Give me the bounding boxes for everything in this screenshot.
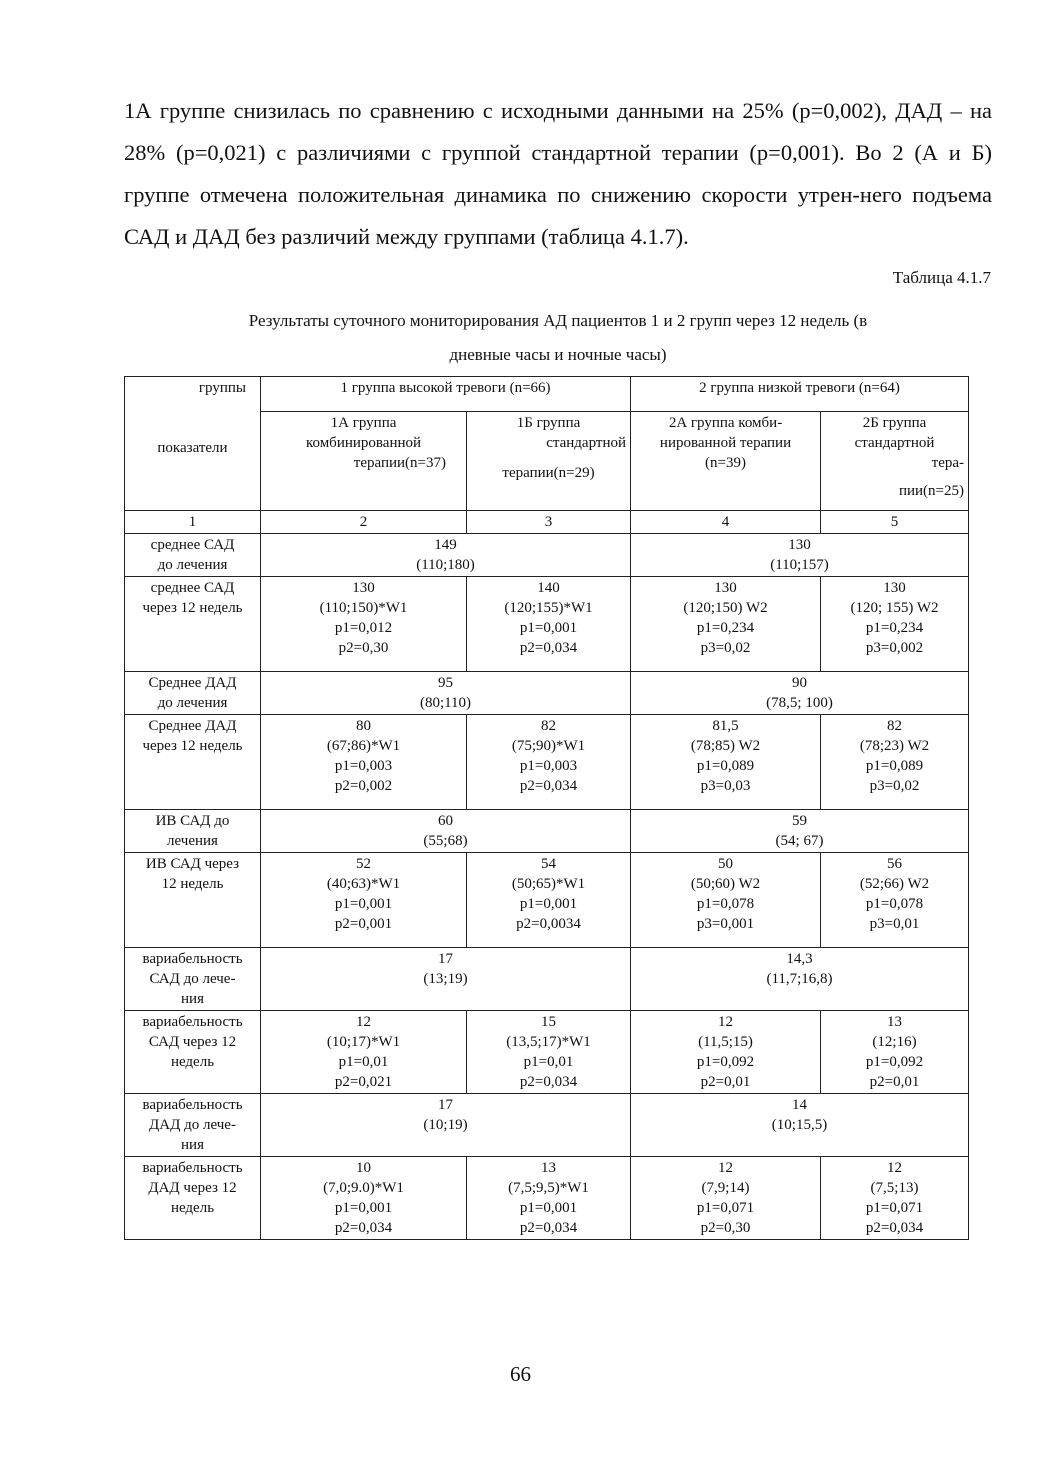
column-number: 1 — [125, 511, 261, 534]
header-row-groups — [125, 377, 969, 412]
subgroup-2b-cell-line: 13 — [887, 1014, 903, 1030]
subgroup-1a-cell-line: (7,0;9.0)*W1 — [323, 1180, 404, 1196]
subgroup-2a-cell-line: (7,9;14) — [701, 1180, 750, 1196]
subgroup-2a-cell-line: p3=0,001 — [696, 916, 755, 932]
table-row — [125, 810, 969, 853]
subgroup-2b-cell-line: p2=0,034 — [865, 1220, 924, 1236]
subgroup-1b-cell-line: p2=0,034 — [519, 640, 578, 656]
subgroup-2b-cell — [821, 1157, 969, 1240]
subgroup-2a-cell-line: (11,5;15) — [698, 1034, 753, 1050]
subgroup-1a-cell-line: p2=0,001 — [334, 916, 393, 932]
group1-baseline-cell — [261, 948, 631, 1011]
subgroup-1b-cell-line: (50;65)*W1 — [511, 876, 586, 892]
group1-baseline-cell — [261, 672, 631, 715]
subgroup-1a-cell-line: p2=0,034 — [334, 1220, 393, 1236]
column-number: 4 — [631, 511, 821, 534]
subgroup-1a-cell-line: (10;17)*W1 — [326, 1034, 401, 1050]
subgroup-2b-cell-line: (120; 155) W2 — [850, 600, 939, 616]
subgroup-2a-cell-line: p2=0,30 — [700, 1220, 751, 1236]
row-label-line: вариабельность — [142, 951, 243, 967]
subgroup-2b-cell-line: (7,5;13) — [870, 1180, 919, 1196]
subgroup-2a-cell-line: p1=0,234 — [696, 620, 755, 636]
row-label-line: ИВ САД через — [145, 856, 240, 872]
column-number: 3 — [467, 511, 631, 534]
group1-baseline-cell-line: 149 — [434, 537, 457, 553]
subgroup-2b-cell-line: (12;16) — [872, 1034, 917, 1050]
subgroup-1a-cell-line: 80 — [356, 718, 371, 734]
subgroup-1a-cell-line: p2=0,002 — [334, 778, 393, 794]
subgroup-1b-cell-line: 15 — [541, 1014, 556, 1030]
subgroup-1b-cell-line: 13 — [541, 1160, 556, 1176]
group2-baseline-cell-line: 90 — [792, 675, 808, 691]
subgroup-2b-cell-line: p3=0,01 — [869, 916, 920, 932]
subgroup-1a-cell — [261, 1157, 467, 1240]
subgroup-2b-cell-line: p3=0,002 — [865, 640, 924, 656]
row-label — [125, 534, 261, 577]
row-label-line: до лечения — [157, 695, 228, 711]
table-row — [125, 715, 969, 810]
subgroup-1b-cell-line: p2=0,0034 — [516, 916, 581, 932]
row-label-line: вариабельность — [142, 1097, 243, 1113]
group2-baseline-cell-line: 59 — [792, 813, 808, 829]
subgroup-2a-cell — [631, 853, 821, 948]
caption-line-2: дневные часы и ночные часы) — [449, 345, 667, 364]
subgroup-2a-cell-line: p1=0,089 — [696, 758, 755, 774]
subgroup-2a-cell — [631, 1011, 821, 1094]
subgroup-1a-header: 1А группа комбинированной терапии(n=37) — [261, 412, 467, 511]
subgroup-2b-cell-line: p3=0,02 — [869, 778, 920, 794]
group1-baseline-cell-line: (55;68) — [423, 833, 468, 849]
row-label-line: Среднее ДАД — [148, 718, 237, 734]
subgroup-1a-cell-line: 10 — [356, 1160, 371, 1176]
table-row — [125, 853, 969, 948]
group2-header: 2 группа низкой тревоги (n=64) — [631, 377, 969, 412]
subgroup-1b-cell — [467, 577, 631, 672]
subgroup-1a-cell — [261, 853, 467, 948]
row-label — [125, 948, 261, 1011]
subgroup-1b-cell-line: 140 — [537, 580, 560, 596]
subgroup-1a-cell-line: p2=0,021 — [334, 1074, 393, 1090]
subgroup-2a-cell-line: (50;60) W2 — [690, 876, 761, 892]
subgroup-1b-cell — [467, 1011, 631, 1094]
subgroup-2a-cell-line: p1=0,071 — [696, 1200, 755, 1216]
group2-baseline-cell — [631, 534, 969, 577]
subgroup-1a-cell — [261, 1011, 467, 1094]
caption-line-1: Результаты суточного мониторирования АД пациентов 1 и 2 групп через 12 недель (в — [248, 311, 868, 330]
row-label — [125, 853, 261, 948]
table-row — [125, 1157, 969, 1240]
subgroup-1b-cell-line: p2=0,034 — [519, 1220, 578, 1236]
subgroup-2a-cell-line: (120;150) W2 — [683, 600, 768, 616]
groups-label: группы — [198, 380, 246, 396]
group1-baseline-cell-line: 60 — [438, 813, 453, 829]
subgroup-2b-cell-line: (52;66) W2 — [859, 876, 930, 892]
subgroup-1b-cell-line: p1=0,001 — [519, 620, 578, 636]
table-row — [125, 948, 969, 1011]
table-row — [125, 1094, 969, 1157]
subgroup-1b-header: 1Б группа стандартной терапии(n=29) — [467, 412, 631, 511]
group2-baseline-cell-line: (110;157) — [770, 557, 829, 573]
group2-baseline-cell — [631, 672, 969, 715]
row-label-line: ния — [181, 1137, 204, 1153]
subgroup-1b-cell — [467, 1157, 631, 1240]
subgroup-1b-cell-line: 82 — [541, 718, 556, 734]
row-label-line: вариабельность — [142, 1160, 243, 1176]
subgroup-1a-cell-line: 52 — [356, 856, 371, 872]
subgroup-2a-cell-line: p3=0,03 — [700, 778, 751, 794]
subgroup-1b-cell-line: p1=0,001 — [519, 896, 578, 912]
subgroup-1a-cell-line: p1=0,012 — [334, 620, 393, 636]
subgroup-2a-cell-line: 12 — [718, 1160, 734, 1176]
row-label-line: через 12 недель — [142, 738, 243, 754]
row-label — [125, 672, 261, 715]
subgroup-1b-cell-line: p2=0,034 — [519, 1074, 578, 1090]
table-row — [125, 534, 969, 577]
subgroup-2b-cell-line: p1=0,078 — [865, 896, 924, 912]
subgroup-2a-cell-line: p2=0,01 — [700, 1074, 751, 1090]
subgroup-2b-cell-line: 82 — [887, 718, 903, 734]
subgroup-2a-cell-line: 50 — [718, 856, 734, 872]
row-label-line: среднее САД — [150, 537, 235, 553]
row-label-line: САД через 12 — [148, 1034, 237, 1050]
subgroup-1a-cell-line: p1=0,001 — [334, 896, 393, 912]
row-label-line: ИВ САД до — [155, 813, 230, 829]
subgroup-2a-cell-line: 12 — [718, 1014, 734, 1030]
row-label-line: лечения — [167, 833, 218, 849]
row-label-line: ния — [181, 991, 204, 1007]
subgroup-2a-cell-line: 81,5 — [712, 718, 739, 734]
subgroup-2b-cell — [821, 1011, 969, 1094]
row-label — [125, 810, 261, 853]
row-label — [125, 1157, 261, 1240]
group1-baseline-cell-line: (10;19) — [423, 1117, 468, 1133]
row-label-line: САД до лече- — [149, 971, 236, 987]
subgroup-1a-cell-line: p2=0,30 — [338, 640, 389, 656]
row-label-line: до лечения — [157, 557, 228, 573]
header-row-numbers — [125, 511, 969, 534]
subgroup-1b-cell-line: (75;90)*W1 — [511, 738, 586, 754]
subgroup-2a-header: 2А группа комби- нированной терапии (n=39) — [631, 412, 821, 511]
subgroup-1b-cell-line: (7,5;9,5)*W1 — [508, 1180, 589, 1196]
subgroup-1a-cell-line: (67;86)*W1 — [326, 738, 401, 754]
row-label-line: недель — [170, 1200, 215, 1216]
subgroup-2b-cell-line: 56 — [887, 856, 903, 872]
subgroup-1a-cell-line: (110;150)*W1 — [319, 600, 408, 616]
subgroup-2b-cell — [821, 715, 969, 810]
group1-baseline-cell — [261, 1094, 631, 1157]
subgroup-2a-cell — [631, 577, 821, 672]
subgroup-1b-cell — [467, 715, 631, 810]
subgroup-2b-cell-line: 130 — [883, 580, 906, 596]
row-label — [125, 577, 261, 672]
group1-baseline-cell-line: (13;19) — [423, 971, 468, 987]
row-label — [125, 715, 261, 810]
row-label-line: Среднее ДАД — [148, 675, 237, 691]
subgroup-2b-cell-line: p1=0,071 — [865, 1200, 924, 1216]
subgroup-1a-cell-line: 130 — [352, 580, 375, 596]
group1-baseline-cell — [261, 534, 631, 577]
table-number: Таблица 4.1.7 — [892, 268, 991, 287]
column-number: 2 — [261, 511, 467, 534]
page-number: 66 — [510, 1362, 531, 1386]
group2-baseline-cell-line: (54; 67) — [775, 833, 824, 849]
subgroup-1a-cell-line: (40;63)*W1 — [326, 876, 401, 892]
subgroup-2b-cell-line: 12 — [887, 1160, 903, 1176]
subgroup-2a-cell — [631, 715, 821, 810]
body-paragraph: 1А группе снизилась по сравнению с исходными данными на 25% (р=0,002), ДАД – на 28% (р=0,021) с различиями с группой стандартной терапии (р=0,001). Во 2 (А и Б) группе отмечена положительная динамика по снижению скорости утрен-него подъема САД и ДАД без различий между группами (таблица 4.1.7). — [124, 98, 992, 249]
subgroup-2a-cell-line: (78;85) W2 — [690, 738, 761, 754]
subgroup-1b-cell — [467, 853, 631, 948]
group2-baseline-cell-line: (11,7;16,8) — [766, 971, 833, 987]
subgroup-1b-cell-line: 54 — [541, 856, 556, 872]
row-label-line: через 12 недель — [142, 600, 243, 616]
subgroup-1a-cell-line: 12 — [356, 1014, 371, 1030]
group1-baseline-cell — [261, 810, 631, 853]
subgroup-1a-cell-line: p1=0,003 — [334, 758, 393, 774]
subgroup-1b-cell-line: p1=0,003 — [519, 758, 578, 774]
table-caption — [124, 304, 992, 372]
subgroup-1b-cell-line: (120;155)*W1 — [504, 600, 593, 616]
group2-baseline-cell-line: 14 — [792, 1097, 808, 1113]
group2-baseline-cell — [631, 810, 969, 853]
subgroup-2b-cell — [821, 577, 969, 672]
subgroup-2b-cell-line: (78;23) W2 — [859, 738, 930, 754]
row-label-line: вариабельность — [142, 1014, 243, 1030]
subgroup-1b-cell-line: (13,5;17)*W1 — [506, 1034, 591, 1050]
subgroup-2a-cell-line: p1=0,078 — [696, 896, 755, 912]
group1-baseline-cell-line: 95 — [438, 675, 453, 691]
group1-baseline-cell-line: (80;110) — [419, 695, 472, 711]
group1-header: 1 группа высокой тревоги (n=66) — [261, 377, 631, 412]
group1-baseline-cell-line: (110;180) — [416, 557, 475, 573]
subgroup-2a-cell — [631, 1157, 821, 1240]
subgroup-2b-cell-line: p1=0,089 — [865, 758, 924, 774]
table-row — [125, 672, 969, 715]
group1-baseline-cell-line: 17 — [438, 951, 453, 967]
row-label-line: среднее САД — [150, 580, 235, 596]
group2-baseline-cell — [631, 948, 969, 1011]
row-label-line: 12 недель — [161, 876, 224, 892]
subgroup-2a-cell-line: 130 — [714, 580, 737, 596]
group2-baseline-cell-line: (78,5; 100) — [766, 695, 833, 711]
group2-baseline-cell-line: 14,3 — [786, 951, 813, 967]
row-label-line: ДАД до лече- — [149, 1117, 236, 1133]
subgroup-1a-cell — [261, 715, 467, 810]
table-row — [125, 1011, 969, 1094]
row-label-line: недель — [170, 1054, 215, 1070]
subgroup-1b-cell-line: p1=0,001 — [519, 1200, 578, 1216]
table-row — [125, 577, 969, 672]
subgroup-2b-cell-line: p1=0,092 — [865, 1054, 924, 1070]
subgroup-1a-cell-line: p1=0,001 — [334, 1200, 393, 1216]
subgroup-2b-header: 2Б группа стандартной тера- пии(n=25) — [821, 412, 969, 511]
row-label — [125, 1094, 261, 1157]
subgroup-1a-cell — [261, 577, 467, 672]
results-table — [124, 376, 969, 1240]
subgroup-2b-cell-line: p1=0,234 — [865, 620, 924, 636]
group1-baseline-cell-line: 17 — [438, 1097, 453, 1113]
column-number: 5 — [821, 511, 969, 534]
subgroup-1b-cell-line: p2=0,034 — [519, 778, 578, 794]
subgroup-1b-cell-line: p1=0,01 — [523, 1054, 574, 1070]
indicators-label: показатели — [157, 440, 228, 456]
group2-baseline-cell-line: 130 — [788, 537, 811, 553]
subgroup-2a-cell-line: p1=0,092 — [696, 1054, 755, 1070]
row-label-line: ДАД через 12 — [148, 1180, 237, 1196]
row-label — [125, 1011, 261, 1094]
subgroup-2b-cell-line: p2=0,01 — [869, 1074, 920, 1090]
group2-baseline-cell-line: (10;15,5) — [771, 1117, 828, 1133]
subgroup-2b-cell — [821, 853, 969, 948]
subgroup-2a-cell-line: p3=0,02 — [700, 640, 751, 656]
header-corner-cell — [125, 377, 261, 511]
group2-baseline-cell — [631, 1094, 969, 1157]
subgroup-1a-cell-line: p1=0,01 — [338, 1054, 389, 1070]
